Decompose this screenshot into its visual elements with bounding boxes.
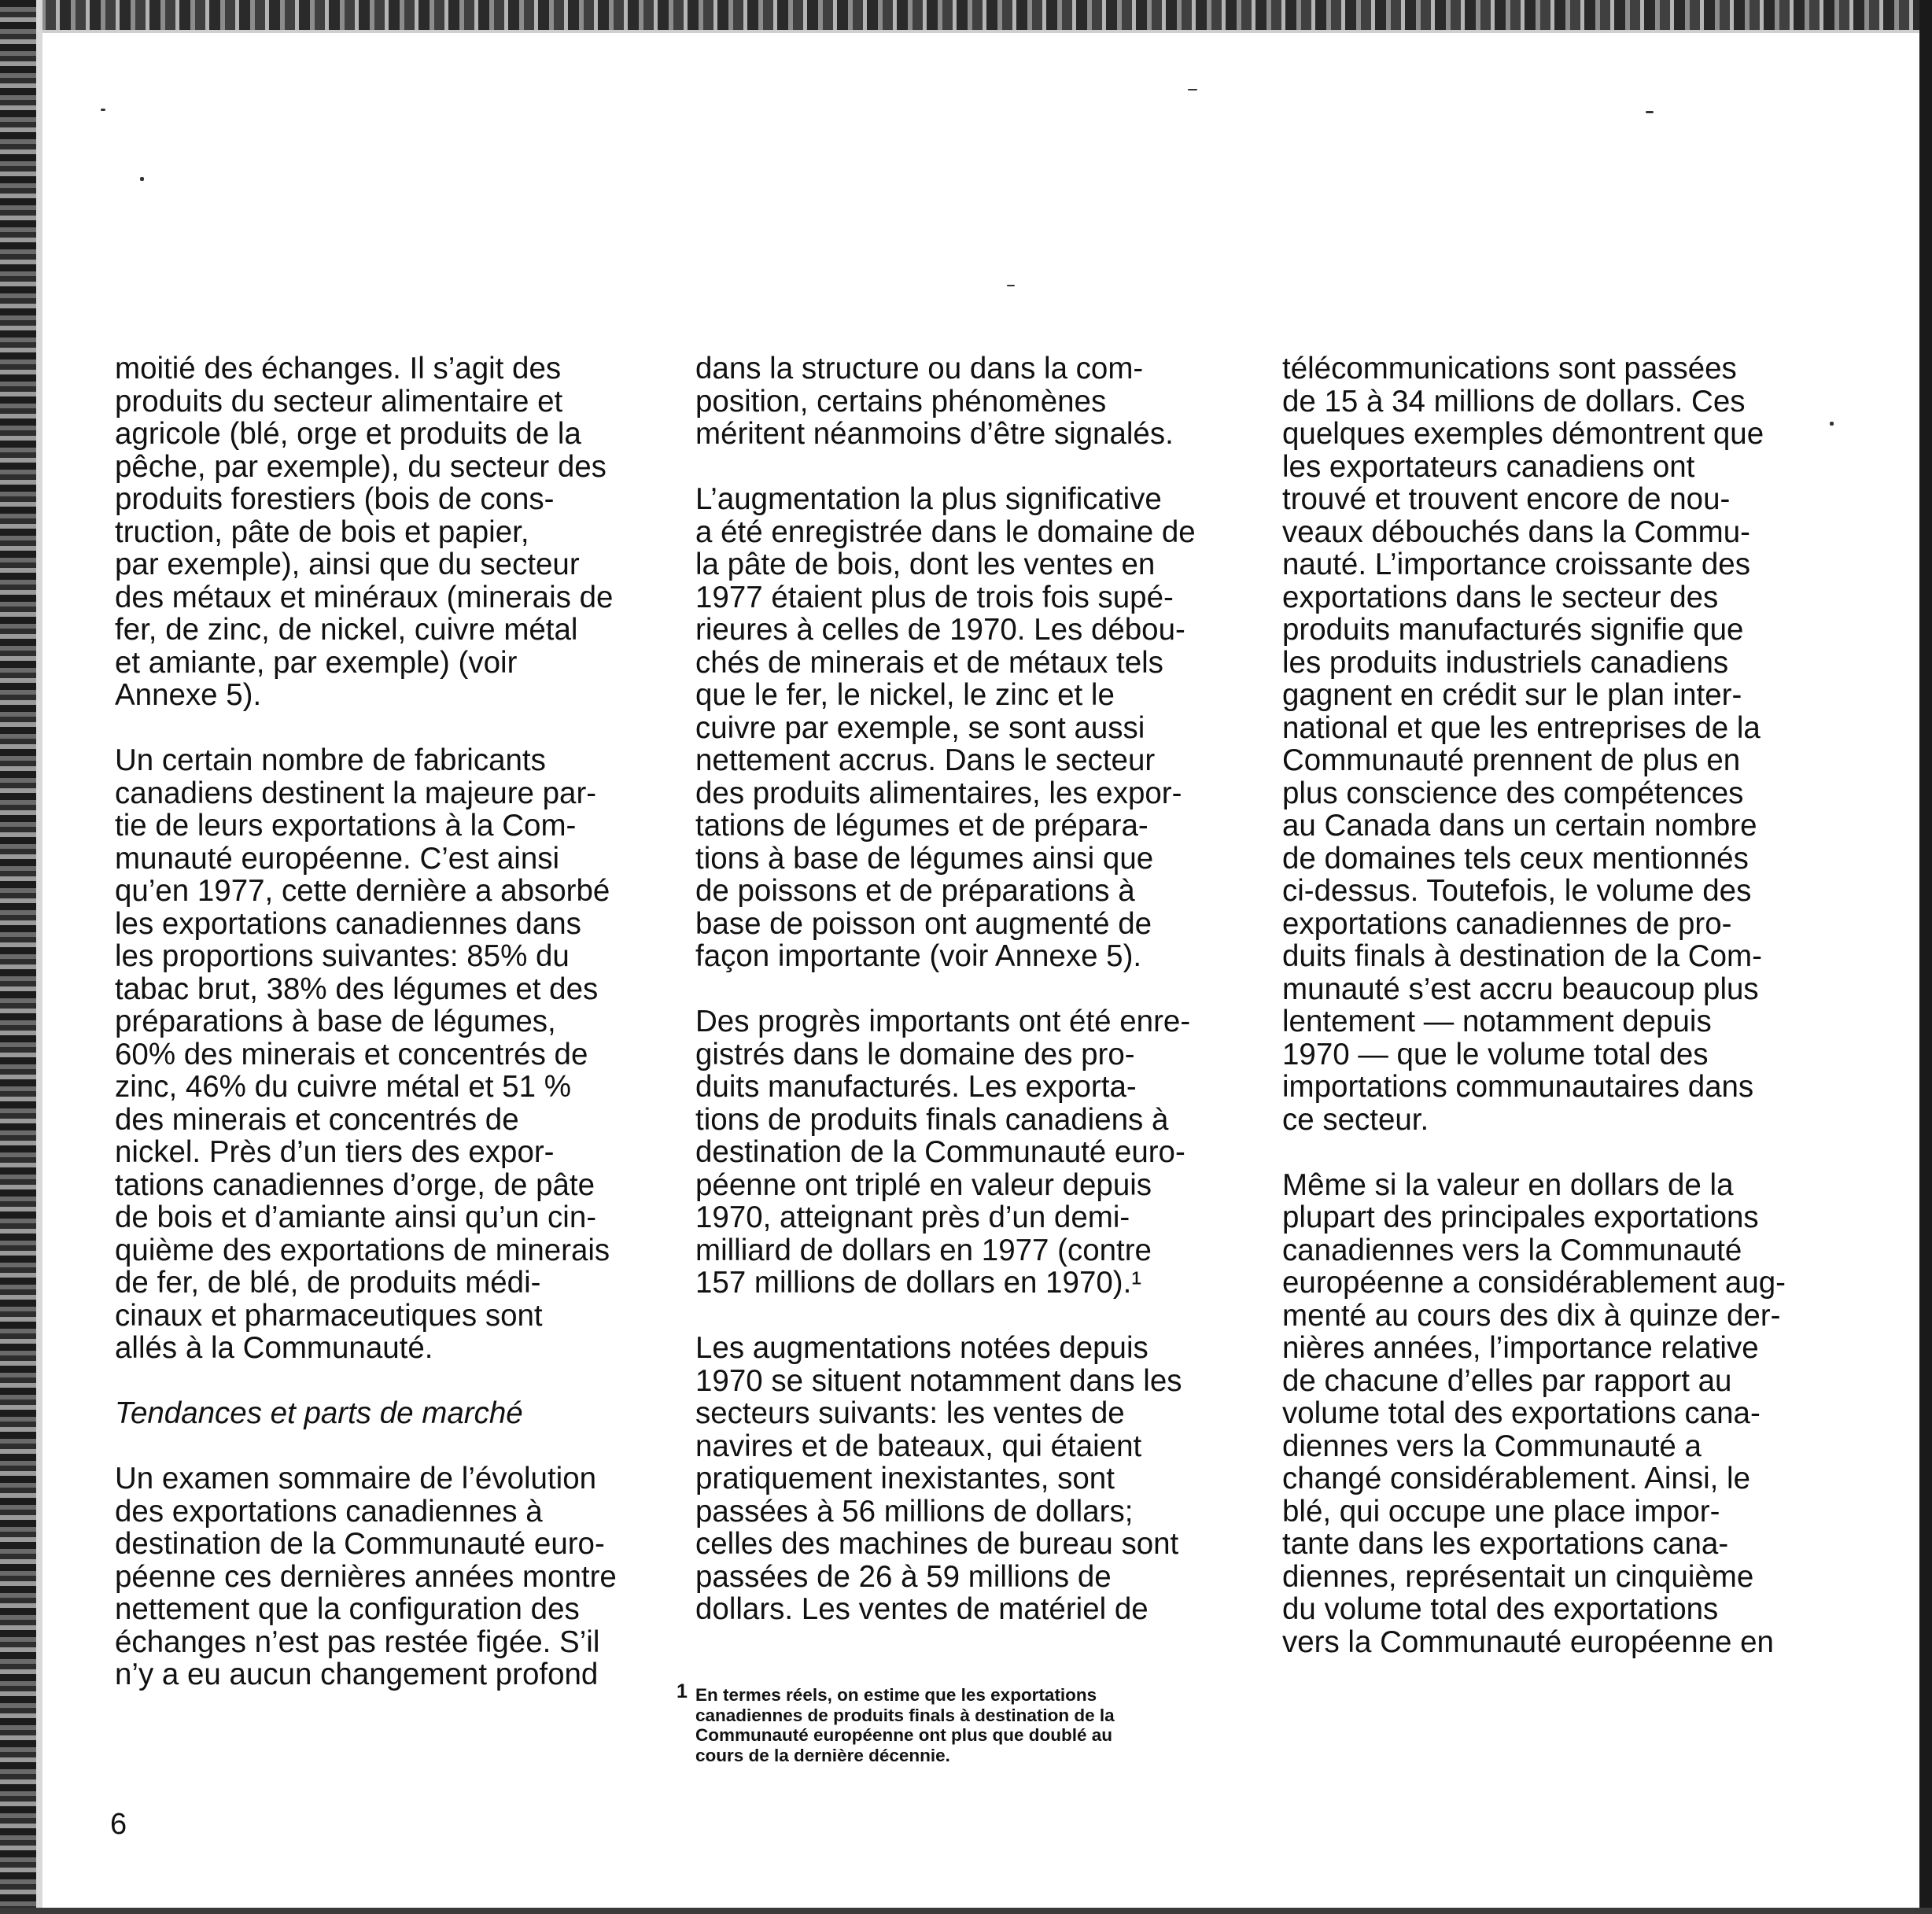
body-paragraph: dans la structure ou dans la com- position, certains phénomènes méritent néanmoins d’être signalés. (695, 352, 1174, 451)
body-paragraph: Des progrès importants ont été enre- gistrés dans le domaine des pro- duits manufacturés. Les exporta- tions de produits finals canadiens à destination de la Communauté euro- péenne ont triplé en valeur depuis 1970, atteignant près d’un demi- milliard de dollars en 1977 (contre 157 millions de dollars en 1970).¹ (695, 1005, 1191, 1300)
footnote-text: En termes réels, on estime que les exportations canadiennes de produits finals à destination de la Communauté européenne ont plus que doublé au cours de la dernière décennie. (695, 1685, 1115, 1765)
footnote-marker: 1 (677, 1680, 688, 1702)
body-paragraph: Un examen sommaire de l’évolution des exportations canadiennes à destination de la Communauté euro- péenne ces dernières années montre nettement que la configuration des échanges n’est pas restée figée. S’il n’y a eu aucun changement profond (115, 1462, 617, 1691)
body-paragraph: moitié des échanges. Il s’agit des produits du secteur alimentaire et agricole (blé, orge et produits de la pêche, par exemple), du secteur des produits forestiers (bois de cons- truction, pâte de bois et papier, par exemple), ainsi que du secteur des métaux et minéraux (minerais de fer, de zinc, de nickel, cuivre métal et amiante, par exemple) (voir Annexe 5). (115, 352, 614, 712)
page-number: 6 (110, 1808, 127, 1841)
body-paragraph: Un certain nombre de fabricants canadiens destinent la majeure par- tie de leurs exportations à la Com- munauté européenne. C’est ainsi qu’en 1977, cette dernière a absorbé les exportations canadiennes dans les proportions suivantes: 85% du tabac brut, 38% des légumes et des préparations à base de légumes, 60% des minerais et concentrés de zinc, 46% du cuivre métal et 51 % des minerais et concentrés de nickel. Près d’un tiers des expor- tations canadiennes d’orge, de pâte de bois et d’amiante ainsi qu’un cin- quième des exportations de minerais de fer, de blé, de produits médi- cinaux et pharmaceutiques sont allés à la Communauté. (115, 743, 610, 1365)
text-column-3 (1282, 352, 1833, 1691)
scan-speck (1007, 285, 1015, 286)
body-paragraph: Les augmentations notées depuis 1970 se situent notamment dans les secteurs suivants: les ventes de navires et de bateaux, qui étaient pratiquement inexistantes, sont passées à 56 millions de dollars; celles des machines de bureau sont passées de 26 à 59 millions de dollars. Les ventes de matériel de (695, 1331, 1182, 1626)
scan-border-bottom (0, 1908, 1932, 1914)
scan-speck (101, 109, 105, 111)
scan-speck (140, 177, 144, 181)
body-paragraph: télécommunications sont passées de 15 à 34 millions de dollars. Ces quelques exemples démontrent que les exportateurs canadiens ont trouvé et trouvent encore de nou- veaux débouchés dans la Commu- nauté. L’importance croissante des exportations dans le secteur des produits manufacturés signifie que les produits industriels canadiens gagnent en crédit sur le plan inter- national et que les entreprises de la Communauté prennent de plus en plus conscience des compétences au Canada dans un certain nombre de domaines tels ceux mentionnés ci-dessus. Toutefois, le volume des exportations canadiennes de pro- duits finals à destination de la Com- munauté s’est accru beaucoup plus lentement — notamment depuis 1970 — que le volume total des importations communautaires dans ce secteur. (1282, 352, 1764, 1137)
body-paragraph: L’augmentation la plus significative a été enregistrée dans le domaine de la pâte de bois, dont les ventes en 1977 étaient plus de trois fois supé- rieures à celles de 1970. Les débou- chés de minerais et de métaux tels que le fer, le nickel, le zinc et le cuivre par exemple, se sont aussi nettement accrus. Dans le secteur des produits alimentaires, les expor- tations de légumes et de prépara- tions à base de légumes ainsi que de poissons et de préparations à base de poisson ont augmenté de façon importante (voir Annexe 5). (695, 482, 1196, 973)
section-subheading: Tendances et parts de marché (115, 1396, 523, 1430)
scan-border-right (1919, 0, 1932, 1914)
scan-speck (1188, 89, 1197, 90)
scan-binding-left-shadow (36, 0, 42, 1914)
text-column-2 (695, 352, 1246, 1658)
scan-border-top (0, 0, 1932, 30)
scan-speck (1646, 111, 1654, 113)
scan-border-top-shadow (0, 30, 1932, 33)
body-paragraph: Même si la valeur en dollars de la plupart des principales exportations canadiennes vers la Communauté européenne a considérablement aug- menté au cours des dix à quinze der- nières années, l’importance relative de chacune d’elles par rapport au volume total des exportations cana- diennes vers la Communauté a changé considérablement. Ainsi, le blé, qui occupe une place impor- tante dans les exportations cana- diennes, représentait un cinquième du volume total des exportations vers la Communauté européenne en (1282, 1167, 1786, 1659)
footnote (677, 1680, 1196, 1765)
text-column-1 (115, 352, 666, 1724)
scan-binding-left (0, 0, 36, 1914)
